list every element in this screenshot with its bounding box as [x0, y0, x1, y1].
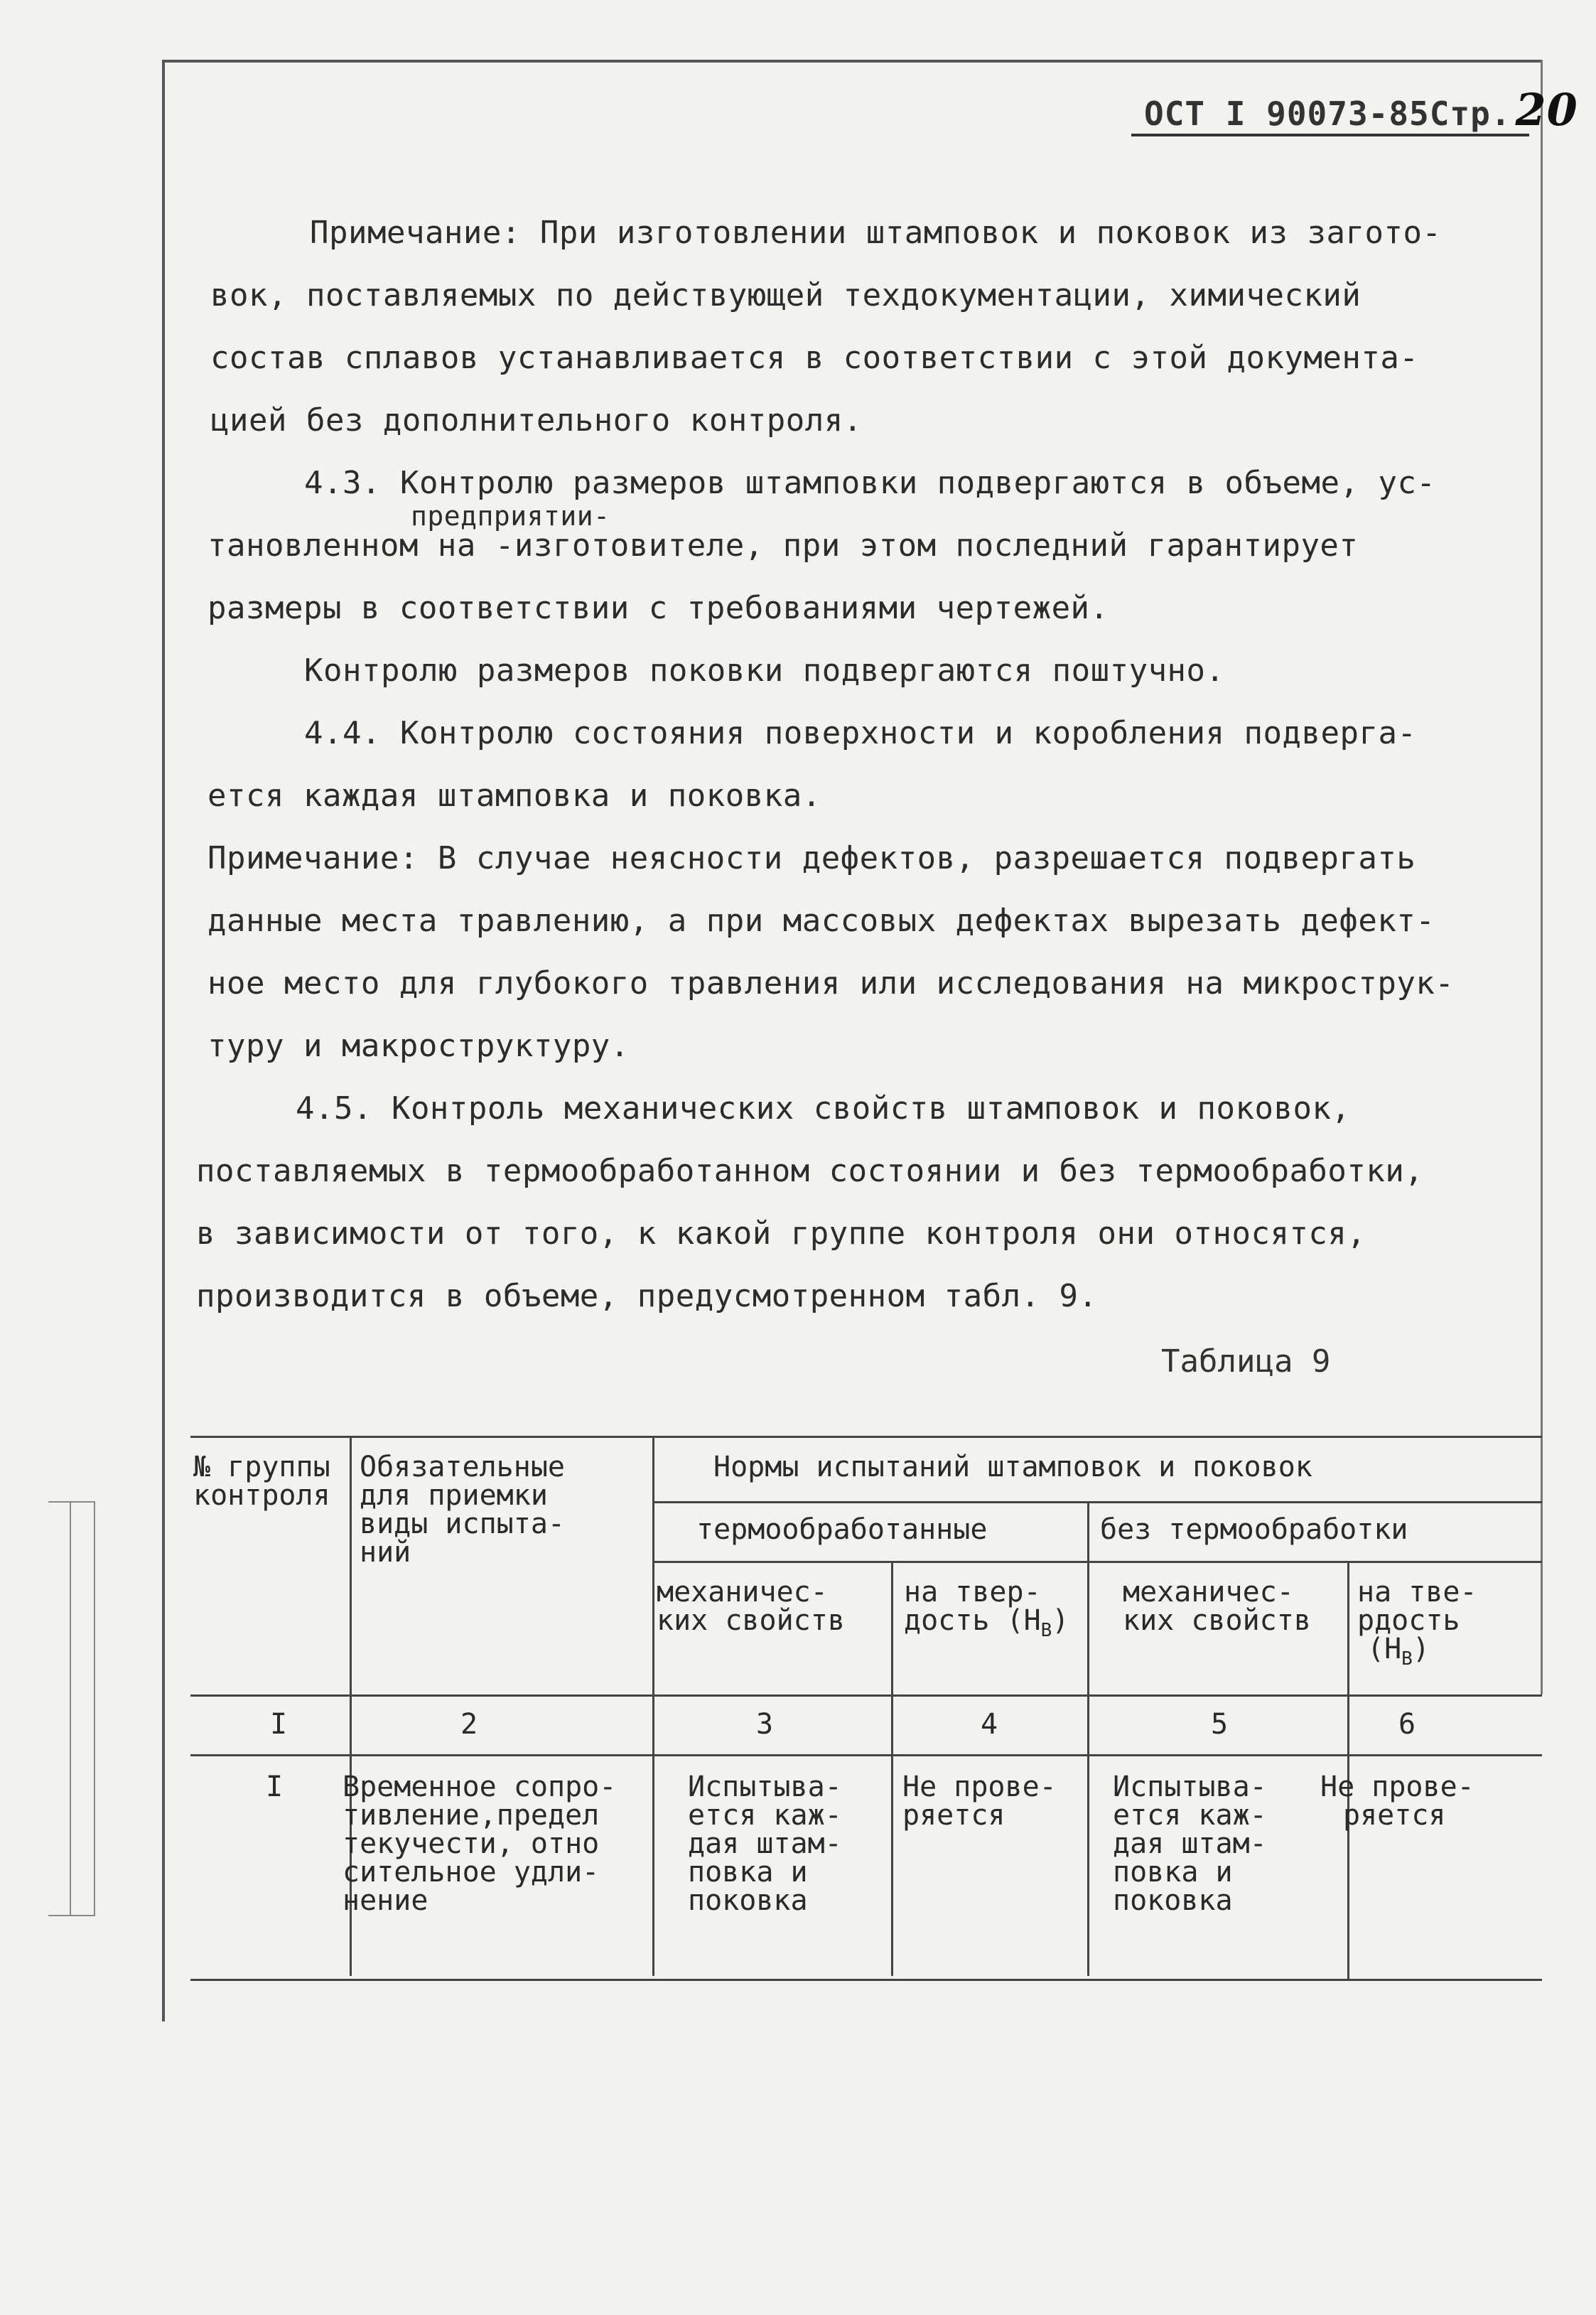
row-tests-line-5: нение	[343, 1884, 428, 1917]
col2-header-line-1: Обязательные	[360, 1451, 565, 1483]
hard-ht-header-line-1: на твер-	[904, 1576, 1041, 1608]
p45-line-1: 4.5. Контроль механических свойств штамповок и поковок,	[296, 1090, 1351, 1127]
table-top-line	[190, 1436, 1542, 1438]
p44-line-1: 4.4. Контролю состояния поверхности и коробления подверга-	[304, 715, 1417, 751]
table-col-divider-3	[891, 1561, 893, 1976]
hard-ht-header-line-2: дость $(H_B)$	[904, 1604, 1069, 1641]
table-col-divider-2	[652, 1436, 654, 1976]
doc-code: ОСТ I 90073-85	[1144, 95, 1430, 133]
row-mech-no-line-4: повка и	[1113, 1856, 1233, 1889]
row-mech-ht-line-4: повка и	[688, 1856, 808, 1889]
table-col-divider-4	[1087, 1501, 1089, 1976]
row-mech-ht-line-3: дая штам-	[688, 1827, 842, 1860]
col-number-6: 6	[1398, 1708, 1416, 1741]
note1-line-3: состав сплавов устанавливается в соответствии с этой документа-	[210, 340, 1419, 376]
row-tests-line-4: сительное удли-	[343, 1856, 600, 1889]
row-hard-no-line-2: ряется	[1343, 1799, 1446, 1832]
col1-header-line-2: контроля	[193, 1479, 330, 1512]
row-mech-no-line-2: ется каж-	[1113, 1799, 1267, 1832]
p43-line-3: размеры в соответствии с требованиями чертежей.	[207, 590, 1109, 626]
note2-line-4: туру и макроструктуру.	[207, 1028, 630, 1064]
note2-line-2: данные места травлению, а при массовых дефектах вырезать дефект-	[207, 903, 1435, 939]
table-numbers-line	[190, 1754, 1542, 1756]
p43-line-1: 4.3. Контролю размеров штамповки подвергаются в объеме, ус-	[304, 465, 1436, 501]
page-number: 20	[1515, 84, 1578, 136]
frame-left-border	[162, 60, 165, 2021]
col2-header-line-4: ний	[360, 1536, 411, 1569]
col1-header-line-1: № группы	[193, 1451, 330, 1483]
row-mech-ht-line-1: Испытыва-	[688, 1771, 842, 1803]
row-tests-line-3: текучести, отно	[343, 1827, 600, 1860]
row-hard-ht-line-2: ряется	[902, 1799, 1005, 1832]
p45-line-4: производится в объеме, предусмотренном табл. 9.	[196, 1278, 1098, 1314]
table-col-divider-5	[1347, 1561, 1349, 1979]
mech-ht-header-line-1: механичес-	[657, 1576, 828, 1608]
col-number-3: 3	[755, 1708, 774, 1741]
col2-header-line-2: для приемки	[360, 1479, 548, 1512]
frame-right-border	[1541, 60, 1543, 1694]
mech-no-header-line-2: ких свойств	[1123, 1604, 1311, 1637]
header-underline	[1131, 134, 1529, 136]
table-header-bottom-line	[190, 1694, 1542, 1697]
p45-line-2: поставляемых в термообработанном состоянии и без термообработки,	[196, 1153, 1424, 1189]
hard-no-header-line-1: на тве-	[1357, 1576, 1477, 1608]
row-tests-line-1: Временное сопро-	[343, 1771, 617, 1803]
row-hard-no-line-1: Не прове-	[1320, 1771, 1474, 1803]
col2-header-line-3: виды испыта-	[360, 1508, 565, 1540]
p44-line-2: ется каждая штамповка и поковка.	[207, 778, 821, 814]
row-tests-line-2: тивление,предел	[343, 1799, 600, 1832]
frame-top-border	[165, 60, 1542, 63]
note1-line-1: Примечание: При изготовлении штамповок и поковок из загото-	[310, 215, 1442, 251]
col-number-5: 5	[1210, 1708, 1229, 1741]
table-bottom-line	[190, 1979, 1542, 1981]
note2-line-3: ное место для глубокого травления или исследования на микрострук-	[207, 965, 1455, 1001]
row-mech-ht-line-2: ется каж-	[688, 1799, 842, 1832]
page-label: Стр.	[1429, 95, 1511, 133]
col-number-2: 2	[460, 1708, 478, 1741]
heat-treated-header: термообработанные	[696, 1513, 988, 1546]
mech-no-header-line-1: механичес-	[1123, 1576, 1294, 1608]
row-group: I	[266, 1771, 284, 1803]
note2-line-1: Примечание: В случае неясности дефектов, разрешается подвергать	[207, 840, 1416, 876]
row-mech-no-line-3: дая штам-	[1113, 1827, 1267, 1860]
col-number-4: 4	[980, 1708, 998, 1741]
p45-line-3: в зависимости от того, к какой группе контроля они относятся,	[196, 1215, 1366, 1252]
p43-insert: предприятии-	[411, 500, 610, 532]
margin-stamp-box	[48, 1501, 95, 1916]
p43-line-2: тановленном на -изготовителе, при этом последний гарантирует	[207, 527, 1359, 564]
row-mech-no-line-1: Испытыва-	[1113, 1771, 1267, 1803]
table-norms-line	[654, 1501, 1542, 1503]
row-hard-ht-line-1: Не прове-	[902, 1771, 1057, 1803]
table-title: Таблица 9	[1161, 1343, 1331, 1380]
no-heat-header: без термообработки	[1100, 1513, 1408, 1546]
row-mech-no-line-5: поковка	[1113, 1884, 1233, 1917]
note1-line-2: вок, поставляемых по действующей техдокументации, химический	[210, 277, 1362, 313]
note1-line-4: цией без дополнительного контроля.	[210, 402, 863, 439]
hard-no-header-line-3: $(H_B)$	[1367, 1633, 1430, 1670]
mech-ht-header-line-2: ких свойств	[657, 1604, 845, 1637]
table-sub-line	[654, 1561, 1542, 1563]
col-number-1: I	[269, 1708, 288, 1741]
p43-line-4: Контролю размеров поковки подвергаются поштучно.	[304, 652, 1225, 689]
norms-header: Нормы испытаний штамповок и поковок	[713, 1451, 1312, 1483]
page-header	[1144, 84, 1578, 136]
hard-no-header-line-2: рдость	[1357, 1604, 1460, 1637]
row-mech-ht-line-5: поковка	[688, 1884, 808, 1917]
